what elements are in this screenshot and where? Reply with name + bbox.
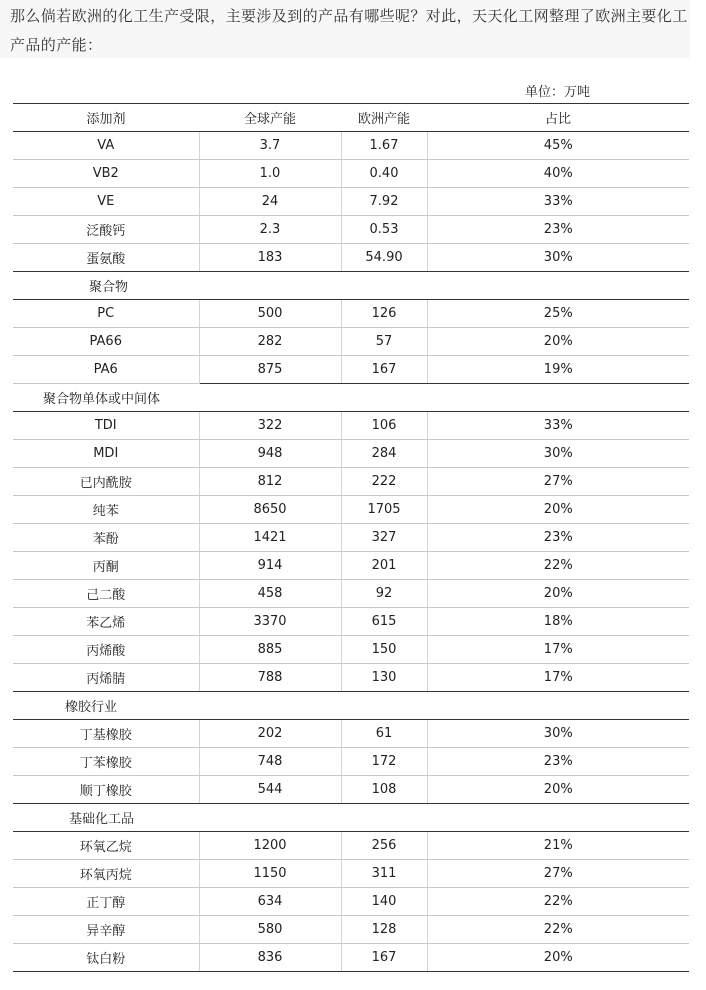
share-cell: 20% bbox=[427, 580, 689, 608]
europe-capacity-cell: 61 bbox=[341, 720, 427, 748]
table-body bbox=[13, 132, 689, 972]
table-row bbox=[13, 524, 689, 552]
header-product: 添加剂 bbox=[13, 104, 199, 132]
table-row bbox=[13, 608, 689, 636]
table-row bbox=[13, 468, 689, 496]
share-cell: 23% bbox=[427, 524, 689, 552]
share-cell: 40% bbox=[427, 160, 689, 188]
section-title: 聚合物 bbox=[13, 272, 199, 300]
section-header-row bbox=[13, 804, 689, 832]
table-row bbox=[13, 776, 689, 804]
europe-capacity-cell: 222 bbox=[341, 468, 427, 496]
section-title: 橡胶行业 bbox=[13, 692, 199, 720]
table-row bbox=[13, 664, 689, 692]
global-capacity-cell: 8650 bbox=[199, 496, 341, 524]
share-cell: 23% bbox=[427, 216, 689, 244]
product-name-cell: VA bbox=[13, 132, 199, 160]
table-row bbox=[13, 132, 689, 160]
header-europe-capacity: 欧洲产能 bbox=[341, 104, 427, 132]
table-row bbox=[13, 944, 689, 972]
product-name-cell: 丙烯腈 bbox=[13, 664, 199, 692]
share-cell: 22% bbox=[427, 916, 689, 944]
capacity-table bbox=[13, 103, 689, 972]
share-cell: 22% bbox=[427, 888, 689, 916]
global-capacity-cell: 812 bbox=[199, 468, 341, 496]
section-empty-cell bbox=[341, 384, 427, 412]
section-title: 聚合物单体或中间体 bbox=[13, 384, 199, 412]
table-row bbox=[13, 860, 689, 888]
section-empty-cell bbox=[427, 692, 689, 720]
section-empty-cell bbox=[199, 692, 341, 720]
unit-label: 单位：万吨 bbox=[525, 85, 591, 100]
share-cell: 27% bbox=[427, 468, 689, 496]
section-title: 基础化工品 bbox=[13, 804, 199, 832]
share-cell: 20% bbox=[427, 776, 689, 804]
europe-capacity-cell: 311 bbox=[341, 860, 427, 888]
share-cell: 17% bbox=[427, 664, 689, 692]
product-name-cell: 己二酸 bbox=[13, 580, 199, 608]
global-capacity-cell: 788 bbox=[199, 664, 341, 692]
share-cell: 20% bbox=[427, 944, 689, 972]
europe-capacity-cell: 54.90 bbox=[341, 244, 427, 272]
europe-capacity-cell: 150 bbox=[341, 636, 427, 664]
global-capacity-cell: 836 bbox=[199, 944, 341, 972]
europe-capacity-cell: 1705 bbox=[341, 496, 427, 524]
product-name-cell: 丙酮 bbox=[13, 552, 199, 580]
section-empty-cell bbox=[199, 804, 341, 832]
product-name-cell: 蛋氨酸 bbox=[13, 244, 199, 272]
global-capacity-cell: 500 bbox=[199, 300, 341, 328]
europe-capacity-cell: 130 bbox=[341, 664, 427, 692]
global-capacity-cell: 1421 bbox=[199, 524, 341, 552]
product-name-cell: MDI bbox=[13, 440, 199, 468]
product-name-cell: 苯乙烯 bbox=[13, 608, 199, 636]
europe-capacity-cell: 57 bbox=[341, 328, 427, 356]
europe-capacity-cell: 167 bbox=[341, 944, 427, 972]
global-capacity-cell: 1150 bbox=[199, 860, 341, 888]
table-row bbox=[13, 440, 689, 468]
europe-capacity-cell: 128 bbox=[341, 916, 427, 944]
share-cell: 19% bbox=[427, 356, 689, 384]
global-capacity-cell: 24 bbox=[199, 188, 341, 216]
product-name-cell: VE bbox=[13, 188, 199, 216]
table-row bbox=[13, 188, 689, 216]
section-empty-cell bbox=[427, 384, 689, 412]
table-row bbox=[13, 328, 689, 356]
intro-paragraph: 那么倘若欧洲的化工生产受限，主要涉及到的产品有哪些呢？对此，天天化工网整理了欧洲主要化工产品的产能： bbox=[0, 0, 690, 58]
section-empty-cell bbox=[341, 272, 427, 300]
section-empty-cell bbox=[427, 804, 689, 832]
share-cell: 25% bbox=[427, 300, 689, 328]
europe-capacity-cell: 126 bbox=[341, 300, 427, 328]
table-row bbox=[13, 496, 689, 524]
global-capacity-cell: 748 bbox=[199, 748, 341, 776]
europe-capacity-cell: 92 bbox=[341, 580, 427, 608]
share-cell: 45% bbox=[427, 132, 689, 160]
global-capacity-cell: 875 bbox=[199, 356, 341, 384]
share-cell: 33% bbox=[427, 412, 689, 440]
table-row bbox=[13, 916, 689, 944]
europe-capacity-cell: 615 bbox=[341, 608, 427, 636]
product-name-cell: PA66 bbox=[13, 328, 199, 356]
section-empty-cell bbox=[199, 384, 341, 412]
product-name-cell: 环氧丙烷 bbox=[13, 860, 199, 888]
europe-capacity-cell: 0.53 bbox=[341, 216, 427, 244]
product-name-cell: 异辛醇 bbox=[13, 916, 199, 944]
global-capacity-cell: 580 bbox=[199, 916, 341, 944]
share-cell: 18% bbox=[427, 608, 689, 636]
share-cell: 30% bbox=[427, 720, 689, 748]
section-header-row bbox=[13, 692, 689, 720]
global-capacity-cell: 322 bbox=[199, 412, 341, 440]
section-empty-cell bbox=[427, 272, 689, 300]
europe-capacity-cell: 327 bbox=[341, 524, 427, 552]
share-cell: 30% bbox=[427, 244, 689, 272]
europe-capacity-cell: 7.92 bbox=[341, 188, 427, 216]
table-row bbox=[13, 216, 689, 244]
global-capacity-cell: 282 bbox=[199, 328, 341, 356]
product-name-cell: TDI bbox=[13, 412, 199, 440]
global-capacity-cell: 3.7 bbox=[199, 132, 341, 160]
header-global-capacity: 全球产能 bbox=[199, 104, 341, 132]
europe-capacity-cell: 106 bbox=[341, 412, 427, 440]
europe-capacity-cell: 108 bbox=[341, 776, 427, 804]
share-cell: 23% bbox=[427, 748, 689, 776]
europe-capacity-cell: 1.67 bbox=[341, 132, 427, 160]
product-name-cell: 已内酰胺 bbox=[13, 468, 199, 496]
table-header-row bbox=[13, 104, 689, 132]
share-cell: 27% bbox=[427, 860, 689, 888]
europe-capacity-cell: 256 bbox=[341, 832, 427, 860]
table-row bbox=[13, 356, 689, 384]
europe-capacity-cell: 172 bbox=[341, 748, 427, 776]
europe-capacity-cell: 140 bbox=[341, 888, 427, 916]
product-name-cell: 泛酸钙 bbox=[13, 216, 199, 244]
share-cell: 21% bbox=[427, 832, 689, 860]
europe-capacity-cell: 0.40 bbox=[341, 160, 427, 188]
product-name-cell: 丁苯橡胶 bbox=[13, 748, 199, 776]
section-empty-cell bbox=[341, 804, 427, 832]
global-capacity-cell: 914 bbox=[199, 552, 341, 580]
share-cell: 17% bbox=[427, 636, 689, 664]
share-cell: 22% bbox=[427, 552, 689, 580]
table-row bbox=[13, 300, 689, 328]
global-capacity-cell: 948 bbox=[199, 440, 341, 468]
table-row bbox=[13, 580, 689, 608]
europe-capacity-cell: 201 bbox=[341, 552, 427, 580]
product-name-cell: PC bbox=[13, 300, 199, 328]
europe-capacity-cell: 167 bbox=[341, 356, 427, 384]
global-capacity-cell: 202 bbox=[199, 720, 341, 748]
global-capacity-cell: 544 bbox=[199, 776, 341, 804]
product-name-cell: 正丁醇 bbox=[13, 888, 199, 916]
product-name-cell: 顺丁橡胶 bbox=[13, 776, 199, 804]
section-header-row bbox=[13, 384, 689, 412]
share-cell: 20% bbox=[427, 496, 689, 524]
table-row bbox=[13, 160, 689, 188]
product-name-cell: PA6 bbox=[13, 356, 199, 384]
section-empty-cell bbox=[341, 692, 427, 720]
table-row bbox=[13, 412, 689, 440]
table-row bbox=[13, 244, 689, 272]
product-name-cell: 纯苯 bbox=[13, 496, 199, 524]
global-capacity-cell: 2.3 bbox=[199, 216, 341, 244]
table-row bbox=[13, 720, 689, 748]
europe-capacity-cell: 284 bbox=[341, 440, 427, 468]
global-capacity-cell: 3370 bbox=[199, 608, 341, 636]
table-row bbox=[13, 636, 689, 664]
share-cell: 33% bbox=[427, 188, 689, 216]
product-name-cell: 环氧乙烷 bbox=[13, 832, 199, 860]
global-capacity-cell: 634 bbox=[199, 888, 341, 916]
product-name-cell: 苯酚 bbox=[13, 524, 199, 552]
table-row bbox=[13, 552, 689, 580]
product-name-cell: 钛白粉 bbox=[13, 944, 199, 972]
global-capacity-cell: 458 bbox=[199, 580, 341, 608]
share-cell: 20% bbox=[427, 328, 689, 356]
table-row bbox=[13, 832, 689, 860]
section-header-row bbox=[13, 272, 689, 300]
global-capacity-cell: 183 bbox=[199, 244, 341, 272]
section-empty-cell bbox=[199, 272, 341, 300]
table-row bbox=[13, 748, 689, 776]
share-cell: 30% bbox=[427, 440, 689, 468]
global-capacity-cell: 1.0 bbox=[199, 160, 341, 188]
product-name-cell: VB2 bbox=[13, 160, 199, 188]
table-row bbox=[13, 888, 689, 916]
global-capacity-cell: 1200 bbox=[199, 832, 341, 860]
product-name-cell: 丁基橡胶 bbox=[13, 720, 199, 748]
product-name-cell: 丙烯酸 bbox=[13, 636, 199, 664]
header-share: 占比 bbox=[427, 104, 689, 132]
global-capacity-cell: 885 bbox=[199, 636, 341, 664]
